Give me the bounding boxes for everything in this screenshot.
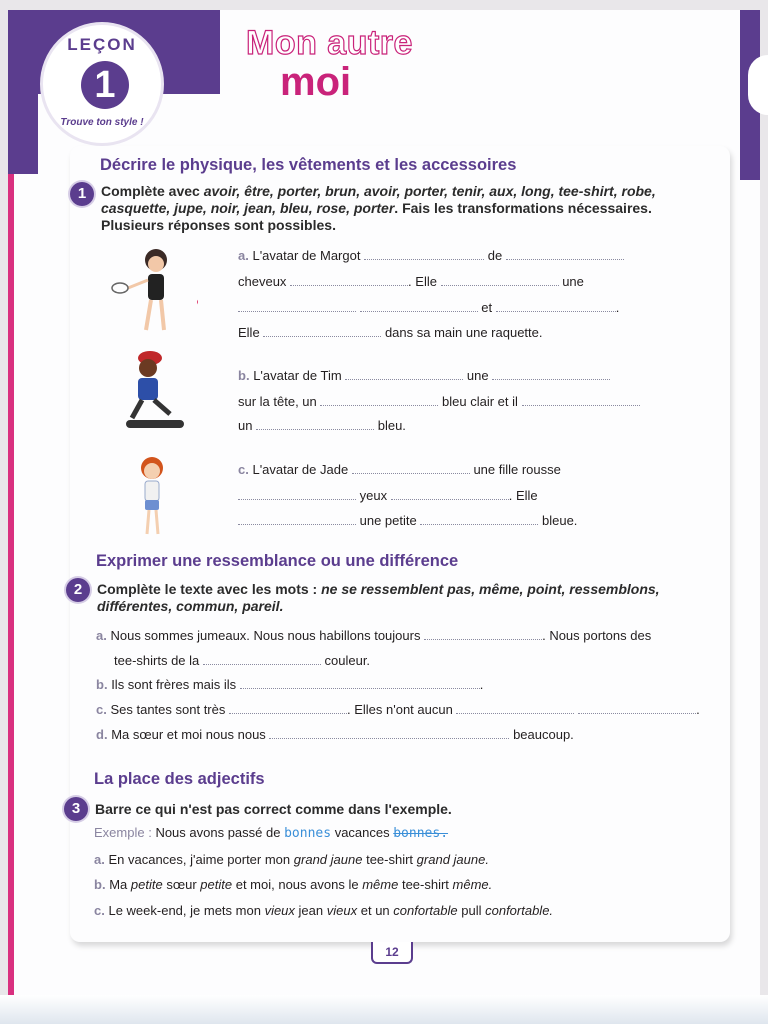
blank[interactable] — [522, 394, 640, 406]
item-letter: a. — [96, 628, 107, 643]
item-letter: c. — [238, 462, 249, 477]
text: une fille rousse — [473, 462, 561, 477]
instr-text-3: Plusieurs réponses sont possibles. — [101, 217, 336, 233]
handwritten-strike: bonnes. — [393, 826, 449, 841]
text: bleu. — [377, 418, 406, 433]
blank[interactable] — [203, 653, 321, 665]
blank[interactable] — [420, 513, 538, 525]
blank[interactable] — [496, 300, 616, 312]
page-title-line1: Mon autre — [246, 24, 413, 62]
blank[interactable] — [263, 325, 381, 337]
text: pull — [461, 903, 482, 918]
instr-words-2: différentes, commun, pareil. — [97, 598, 284, 614]
ex2-b-line — [96, 677, 483, 692]
text: bleu clair et il — [442, 394, 518, 409]
text: tee-shirt — [366, 852, 414, 867]
ex1-b-line3 — [238, 418, 406, 433]
ex1-c-line2 — [238, 488, 538, 503]
blank[interactable] — [238, 513, 356, 525]
ex2-a-line2 — [114, 653, 370, 668]
ex3-b-line — [94, 877, 492, 892]
ex1-b-line1 — [238, 368, 610, 383]
instr-words: ne se ressemblent pas, même, point, ressemblons, — [321, 581, 660, 597]
text: sœur — [166, 877, 197, 892]
item-letter: a. — [238, 248, 249, 263]
text: sur la tête, un — [238, 394, 317, 409]
instr-words: avoir, être, porter, brun, avoir, porter, tenir, aux, long, tee-shirt, robe, — [203, 183, 656, 199]
exercise-2-instructions — [97, 581, 717, 615]
text: tee-shirt — [401, 877, 449, 892]
instr-words-2: casquette, jupe, noir, jean, bleu, rose, porter — [101, 200, 395, 216]
text: . — [615, 300, 620, 315]
text: . — [696, 702, 700, 717]
text: Elle — [238, 325, 260, 340]
item-letter: a. — [94, 852, 105, 867]
text: beaucoup. — [513, 727, 574, 742]
text: yeux — [359, 488, 388, 503]
text: L'avatar de Jade — [252, 462, 349, 477]
page-title-line2: moi — [280, 60, 352, 104]
text: Ma — [109, 877, 128, 892]
section-heading-1: Décrire le physique, les vêtements et les accessoires — [100, 156, 517, 174]
item-letter: c. — [94, 903, 105, 918]
item-letter: b. — [94, 877, 106, 892]
text: . Elle — [408, 274, 437, 289]
text: . Elles n'ont aucun — [347, 702, 453, 717]
jade-avatar-icon — [130, 456, 180, 538]
item-letter: b. — [238, 368, 250, 383]
blank[interactable] — [578, 702, 696, 714]
text: Ils sont frères mais ils — [111, 677, 237, 692]
choice[interactable]: grand jaune. — [416, 852, 489, 867]
blank[interactable] — [360, 300, 478, 312]
blank[interactable] — [256, 418, 374, 430]
text: Le week-end, je mets mon — [108, 903, 261, 918]
text: jean — [298, 903, 324, 918]
item-letter: b. — [96, 677, 108, 692]
blank[interactable] — [506, 248, 624, 260]
text: bleue. — [541, 513, 578, 528]
blank[interactable] — [238, 300, 356, 312]
blank[interactable] — [456, 702, 574, 714]
header-band-lower — [8, 94, 38, 174]
text: cheveux — [238, 274, 287, 289]
ex2-c-line — [96, 702, 700, 717]
right-edge-notch — [748, 55, 768, 115]
blank[interactable] — [238, 488, 356, 500]
ex1-a-line1 — [238, 248, 624, 263]
item-letter: d. — [96, 727, 108, 742]
instr-text: Complète le texte avec les mots : — [97, 581, 322, 597]
text: vacances — [334, 825, 390, 840]
choice[interactable]: vieux — [326, 903, 358, 918]
exercise-number-1: 1 — [70, 182, 94, 206]
text: couleur. — [324, 653, 371, 668]
section-heading-3: La place des adjectifs — [94, 770, 265, 788]
exercise-number-2: 2 — [66, 578, 90, 602]
choice[interactable]: vieux — [264, 903, 295, 918]
text: de — [487, 248, 503, 263]
text: . Nous portons des — [542, 628, 652, 643]
choice[interactable]: petite — [130, 877, 163, 892]
blank[interactable] — [320, 394, 438, 406]
text: et — [481, 300, 493, 315]
ex2-a-line1 — [96, 628, 651, 643]
text: un — [238, 418, 253, 433]
text: tee-shirts de la — [114, 653, 200, 668]
text: Ses tantes sont très — [110, 702, 226, 717]
ex1-b-line2 — [238, 394, 640, 409]
lesson-slogan: Trouve ton style ! — [60, 117, 144, 128]
blank[interactable] — [364, 248, 484, 260]
blank[interactable] — [269, 727, 509, 739]
blank[interactable] — [424, 628, 542, 640]
blank[interactable] — [492, 368, 610, 380]
text: et un — [360, 903, 390, 918]
exercise-number-3: 3 — [64, 797, 88, 821]
exercise-3-instructions: Barre ce qui n'est pas correct comme dans l'exemple. — [95, 801, 452, 817]
section-heading-2: Exprimer une ressemblance ou une différence — [96, 552, 459, 570]
ex2-d-line — [96, 727, 574, 742]
ex3-a-line — [94, 852, 489, 867]
text: une — [466, 368, 489, 383]
instr-text: Complète avec — [101, 183, 204, 199]
text: et moi, nous avons le — [235, 877, 359, 892]
choice[interactable]: confortable — [393, 903, 458, 918]
blank[interactable] — [391, 488, 509, 500]
text: dans sa main une raquette. — [384, 325, 543, 340]
ex3-example-line — [94, 825, 448, 841]
ex1-a-line4 — [238, 325, 543, 340]
ex1-a-line2 — [238, 274, 584, 289]
lesson-number: 1 — [81, 61, 129, 109]
lesson-badge — [40, 22, 164, 146]
choice[interactable]: même. — [452, 877, 493, 892]
text: Nous avons passé de — [155, 825, 281, 840]
blank[interactable] — [352, 462, 470, 474]
exercise-1-instructions — [101, 183, 721, 234]
instr-text-2: . Fais les transformations nécessaires. — [394, 200, 652, 216]
blank[interactable] — [229, 702, 347, 714]
tim-avatar-icon — [118, 348, 188, 440]
choice[interactable]: petite — [200, 877, 233, 892]
text: Nous sommes jumeaux. Nous nous habillons toujours — [110, 628, 421, 643]
blank[interactable] — [240, 677, 480, 689]
text: L'avatar de Tim — [253, 368, 342, 383]
choice[interactable]: grand jaune — [293, 852, 363, 867]
text: Ma sœur et moi nous nous — [111, 727, 266, 742]
blank[interactable] — [290, 274, 408, 286]
item-letter: c. — [96, 702, 107, 717]
text: En vacances, j'aime porter mon — [108, 852, 291, 867]
ex1-c-line3 — [238, 513, 577, 528]
text: L'avatar de Margot — [252, 248, 361, 263]
blank[interactable] — [345, 368, 463, 380]
scan-bottom-edge — [0, 995, 768, 1024]
handwritten-answer: bonnes — [284, 826, 332, 841]
text: une petite — [359, 513, 417, 528]
text: . Elle — [508, 488, 538, 503]
blank[interactable] — [441, 274, 559, 286]
ex3-c-line — [94, 903, 553, 918]
ex1-c-line1 — [238, 462, 561, 477]
ex1-a-line3 — [238, 300, 619, 315]
page-number: 12 — [371, 942, 413, 964]
margot-avatar-icon — [108, 244, 198, 336]
lesson-label: LEÇON — [67, 35, 137, 54]
choice[interactable]: même — [362, 877, 399, 892]
choice[interactable]: confortable. — [485, 903, 554, 918]
text: une — [562, 274, 584, 289]
example-label: Exemple : — [94, 825, 152, 840]
text: . — [479, 677, 484, 692]
